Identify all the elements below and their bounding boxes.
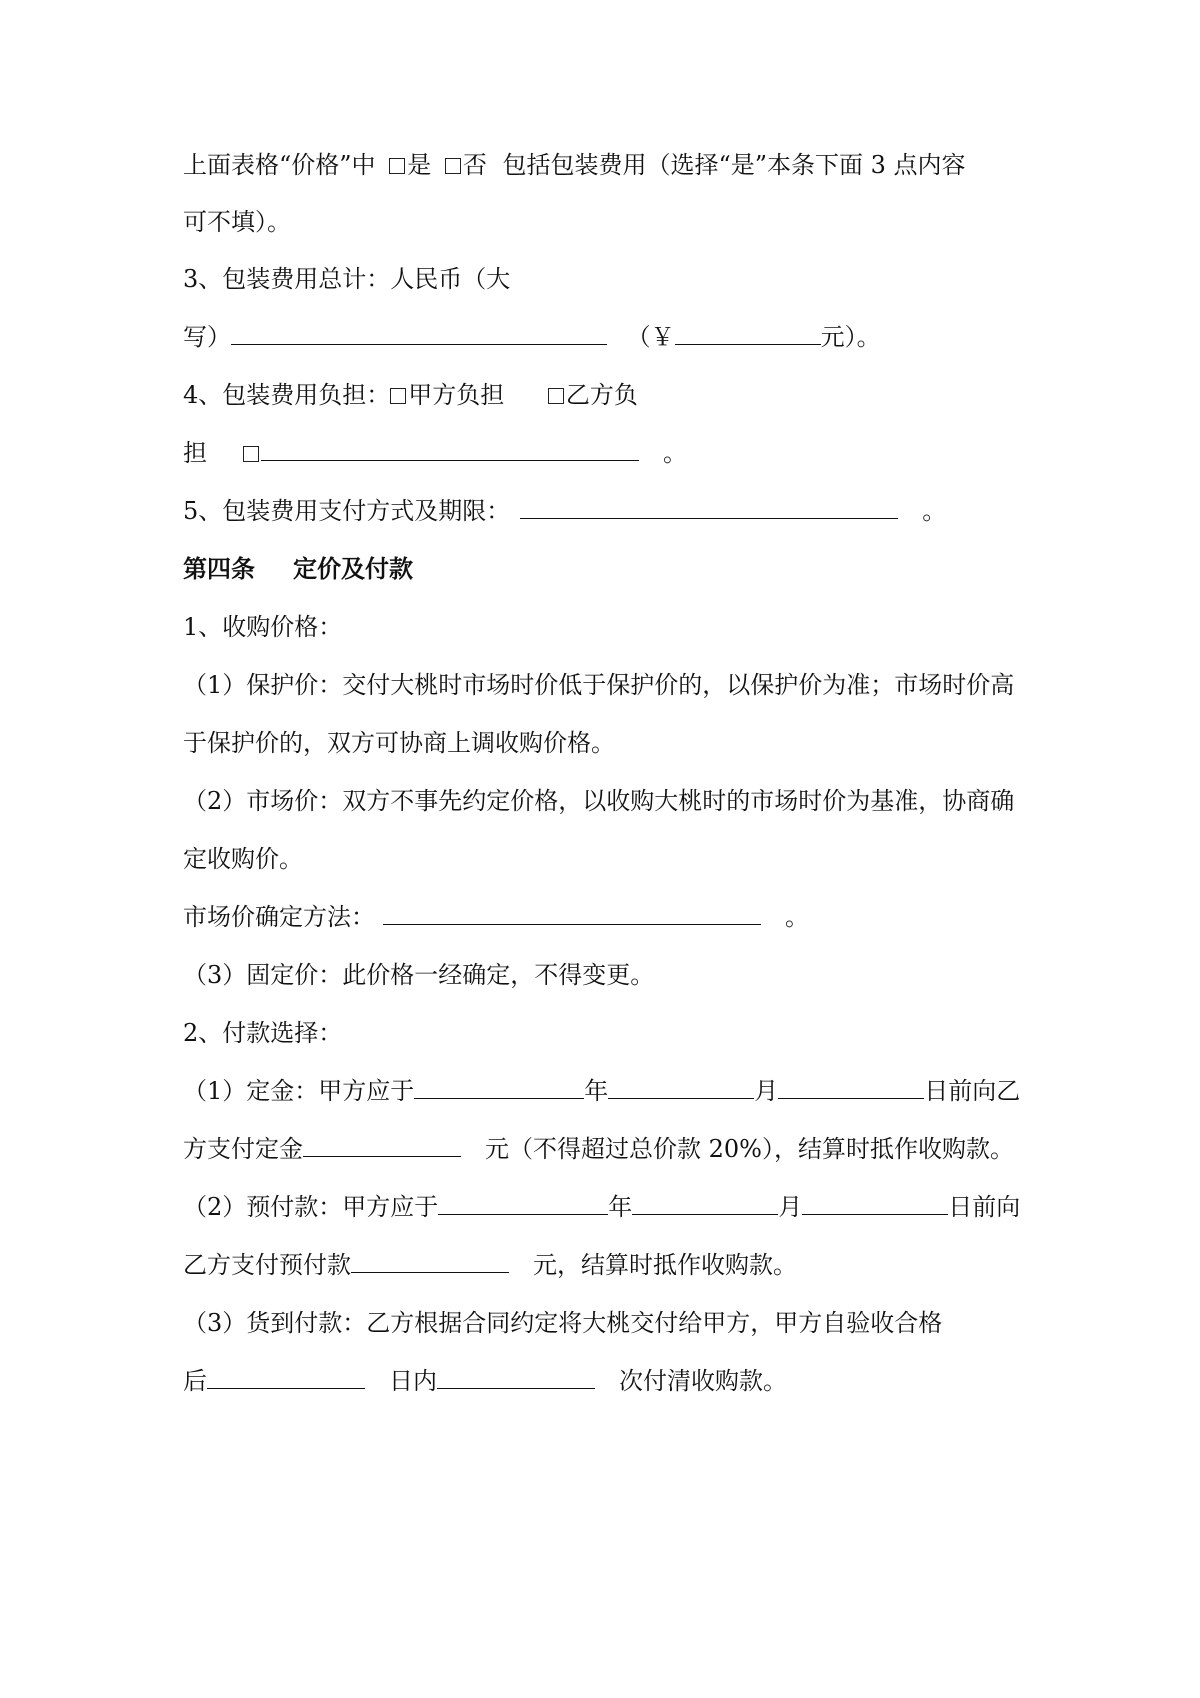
para-protective-price: （1）保护价：交付大桃时市场时价低于保护价的，以保护价为准；市场时价高 — [183, 671, 1015, 699]
market-price-method-blank[interactable] — [383, 900, 761, 925]
delivery-days-blank[interactable] — [207, 1364, 365, 1389]
section-heading-article-4: 第四条 定价及付款 — [183, 555, 413, 583]
other-bearer-blank[interactable] — [261, 436, 639, 461]
deposit-day-blank[interactable] — [778, 1074, 924, 1099]
para-packaging-total-amount: 写） （￥ 元）。 — [183, 320, 881, 354]
para-market-price-cont: 定收购价。 — [183, 845, 303, 873]
para-protective-price-cont: 于保护价的，双方可协商上调收购价格。 — [183, 729, 615, 757]
deposit-month-blank[interactable] — [608, 1074, 754, 1099]
para-market-price: （2）市场价：双方不事先约定价格，以收购大桃时的市场时价为基准，协商确 — [183, 787, 1015, 815]
para-purchase-price: 1、收购价格： — [183, 613, 343, 641]
installment-count-blank[interactable] — [437, 1364, 595, 1389]
para-optional-note: 可不填）。 — [183, 208, 291, 236]
checkbox-yes[interactable] — [389, 158, 405, 174]
amount-number-blank[interactable] — [675, 320, 821, 345]
prepayment-month-blank[interactable] — [632, 1190, 778, 1215]
prepayment-year-blank[interactable] — [438, 1190, 608, 1215]
para-cash-on-delivery-cont: 后 日内 次付清收购款。 — [183, 1364, 787, 1398]
deposit-year-blank[interactable] — [414, 1074, 584, 1099]
checkbox-party-a[interactable] — [390, 388, 406, 404]
deposit-amount-blank[interactable] — [303, 1132, 461, 1157]
prepayment-amount-blank[interactable] — [351, 1248, 509, 1273]
prepayment-day-blank[interactable] — [802, 1190, 948, 1215]
payment-terms-blank[interactable] — [520, 494, 898, 519]
para-packaging-cost-bearer: 4、包装费用负担： 甲方负担 乙方负 — [183, 381, 638, 409]
para-fixed-price: （3）固定价：此价格一经确定，不得变更。 — [183, 961, 655, 989]
para-packaging-total: 3、包装费用总计：人民币（大 — [183, 265, 511, 293]
checkbox-other[interactable] — [243, 446, 259, 462]
para-market-price-method: 市场价确定方法： 。 — [183, 900, 809, 934]
checkbox-no[interactable] — [445, 158, 461, 174]
para-packaging-price-inclusion: 上面表格“价格”中 是 否 包括包装费用（选择“是”本条下面 3 点内容 — [183, 151, 966, 179]
checkbox-party-b[interactable] — [548, 388, 564, 404]
para-packaging-payment-terms: 5、包装费用支付方式及期限： 。 — [183, 494, 946, 528]
para-deposit: （1）定金：甲方应于 年 月 日前向乙 — [183, 1074, 1020, 1108]
para-deposit-cont: 方支付定金 元（不得超过总价款 20%），结算时抵作收购款。 — [183, 1132, 1014, 1166]
para-prepayment-cont: 乙方支付预付款 元，结算时抵作收购款。 — [183, 1248, 797, 1282]
amount-uppercase-blank[interactable] — [231, 320, 607, 345]
para-prepayment: （2）预付款：甲方应于 年 月 日前向 — [183, 1190, 1020, 1224]
para-cash-on-delivery: （3）货到付款：乙方根据合同约定将大桃交付给甲方，甲方自验收合格 — [183, 1309, 943, 1337]
para-packaging-cost-bearer-cont: 担 。 — [183, 436, 687, 470]
para-payment-options: 2、付款选择： — [183, 1019, 343, 1047]
